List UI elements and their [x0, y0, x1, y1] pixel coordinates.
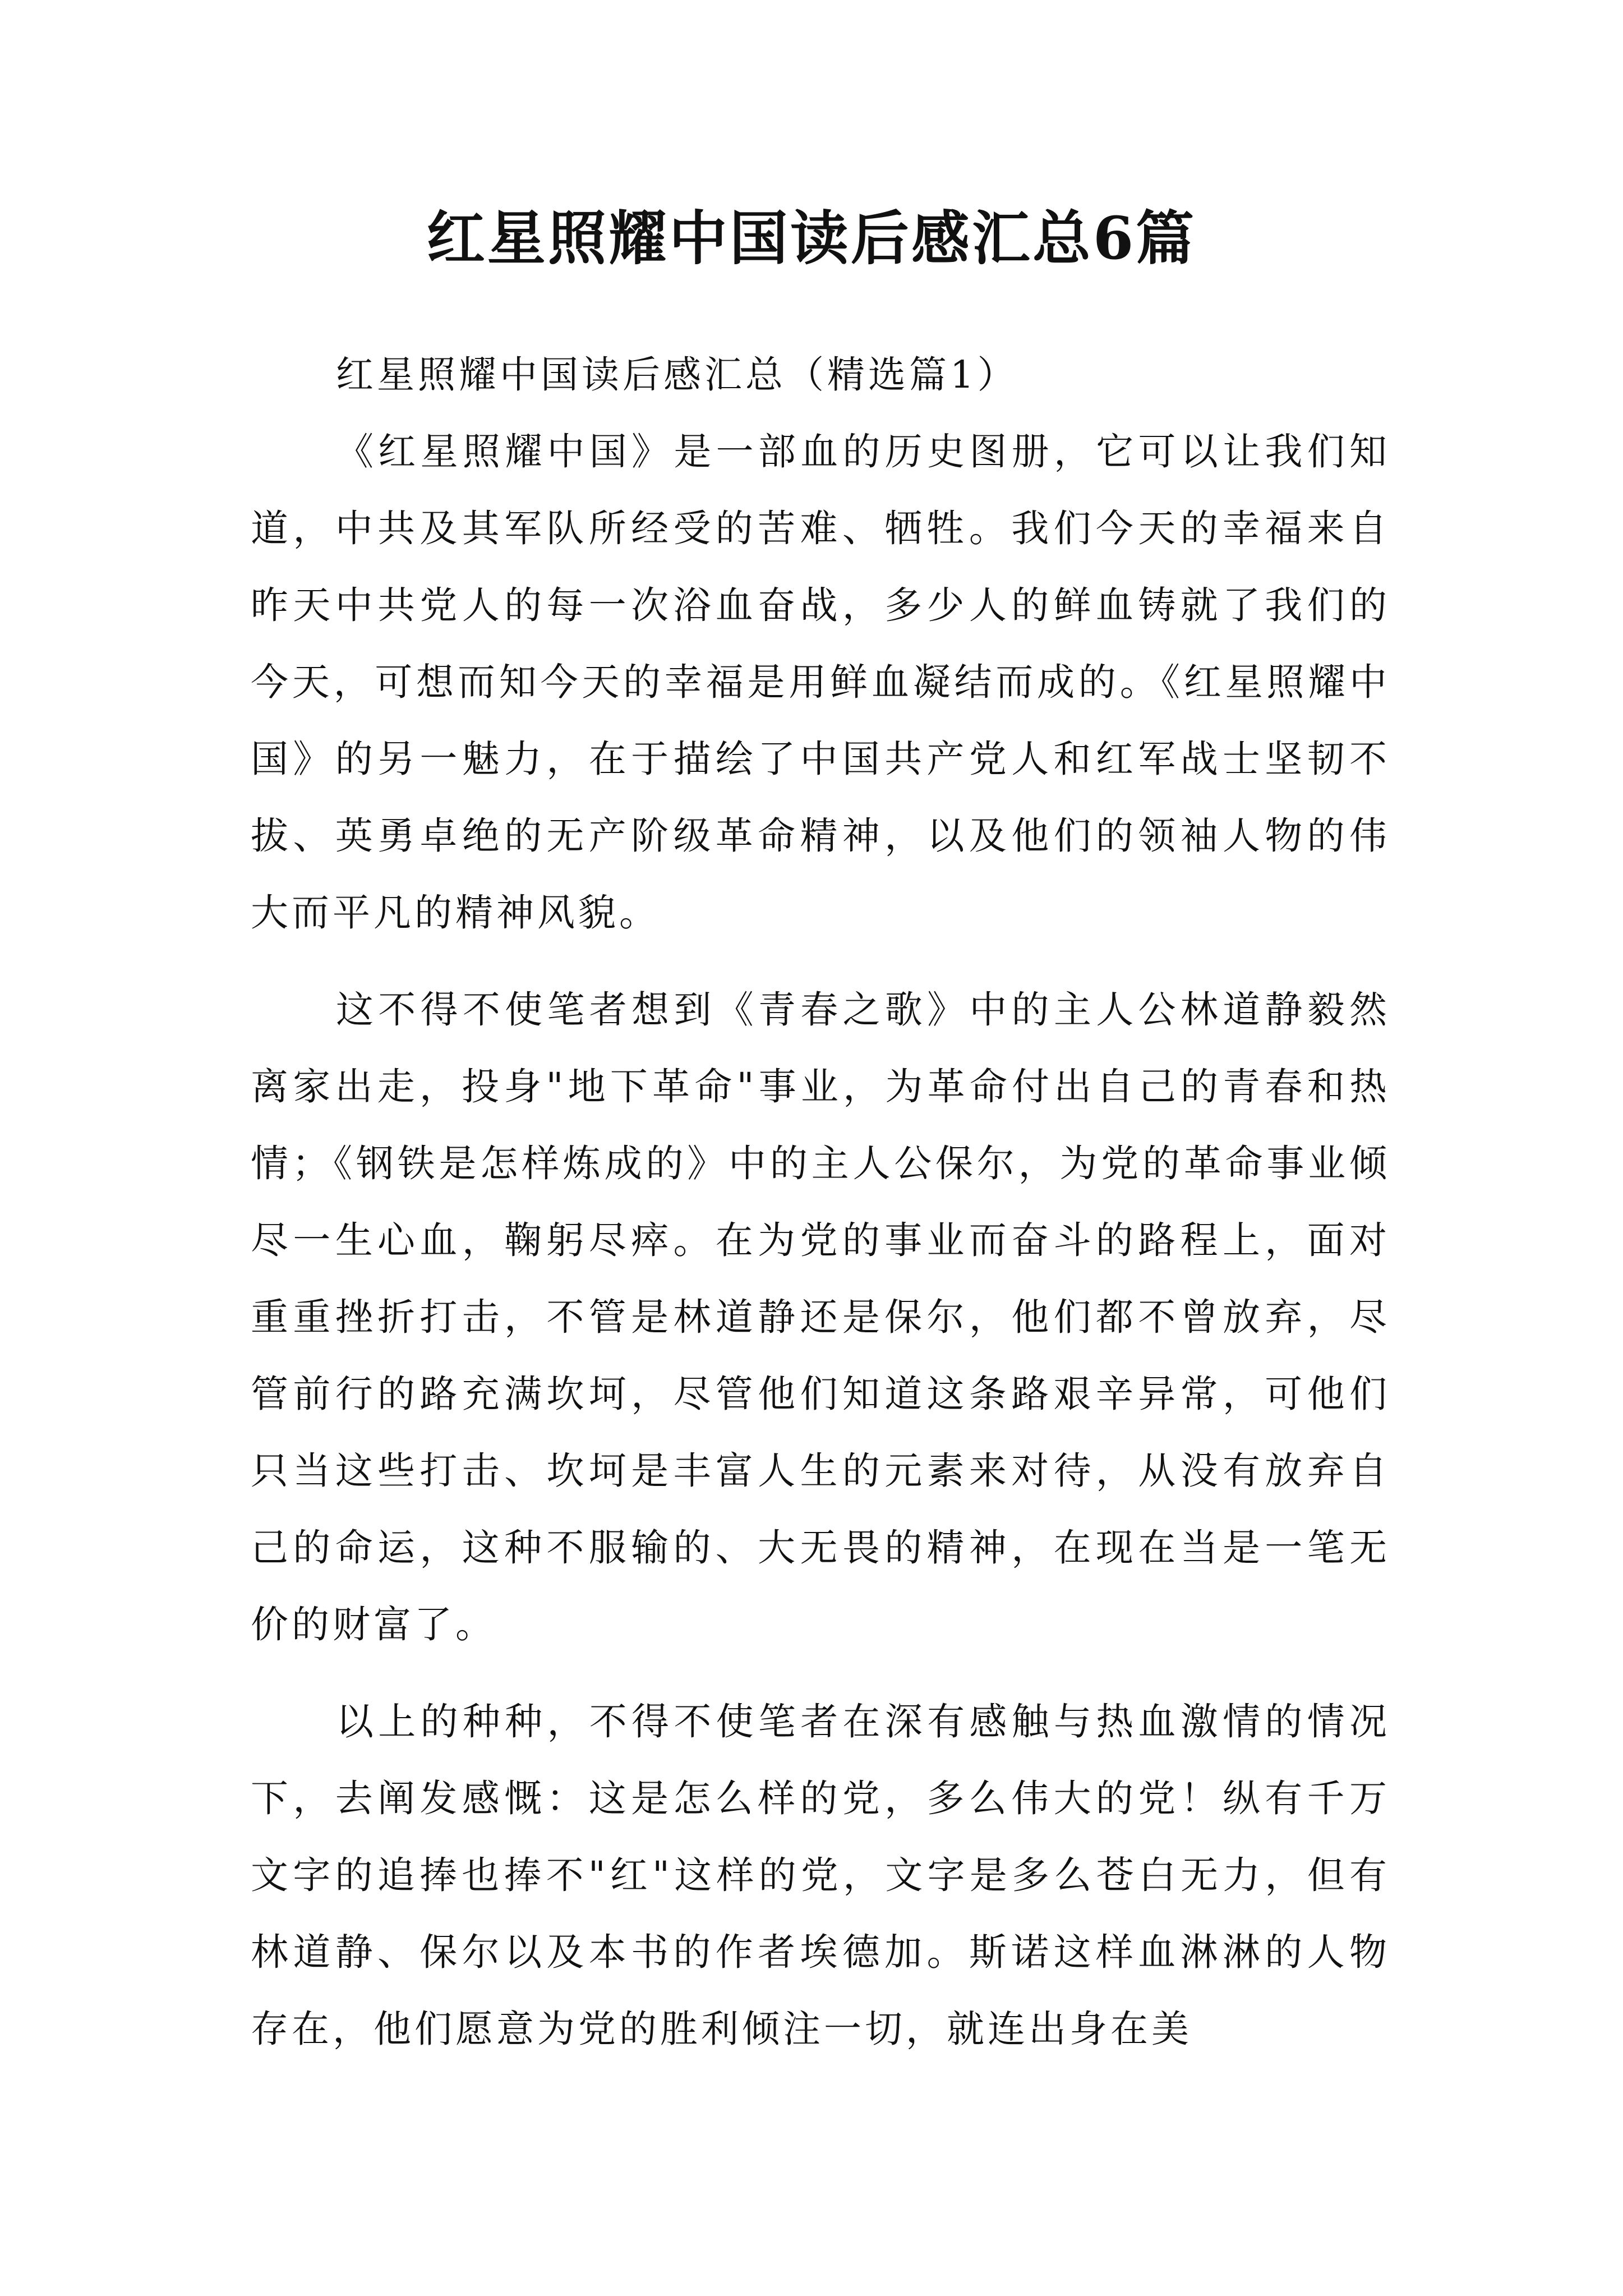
paragraph: 以上的种种，不得不使笔者在深有感触与热血激情的情况下，去阐发感慨：这是怎么样的党，多么伟大的党！纵有千万文字的追捧也捧不"红"这样的党，文字是多么苍白无力，但有林道静、保尔以及本书的作者埃德加。斯诺这样血淋淋的人物存在，他们愿意为党的胜利倾注一切，就连出身在美 — [251, 1700, 1390, 2051]
document-body — [251, 337, 1390, 2068]
paragraph: 《红星照耀中国》是一部血的历史图册，它可以让我们知道，中共及其军队所经受的苦难、牺牲。我们今天的幸福来自昨天中共党人的每一次浴血奋战，多少人的鲜血铸就了我们的今天，可想而知今天的幸福是用鲜血凝结而成的。《红星照耀中国》的另一魅力，在于描绘了中国共产党人和红军战士坚韧不拔、英勇卓绝的无产阶级革命精神，以及他们的领袖人物的伟大而平凡的精神风貌。 — [251, 430, 1390, 935]
paragraph: 这不得不使笔者想到《青春之歌》中的主人公林道静毅然离家出走，投身"地下革命"事业，为革命付出自己的青春和热情；《钢铁是怎样炼成的》中的主人公保尔，为党的革命事业倾尽一生心血，鞠躬尽瘁。在为党的事业而奋斗的路程上，面对重重挫折打击，不管是林道静还是保尔，他们都不曾放弃，尽管前行的路充满坎坷，尽管他们知道这条路艰辛异常，可他们只当这些打击、坎坷是丰富人生的元素来对待，从没有放弃自己的命运，这种不服输的、大无畏的精神，在现在当是一笔无价的财富了。 — [251, 988, 1390, 1646]
document-title: 红星照耀中国读后感汇总6篇 — [426, 204, 1197, 273]
section-heading: 红星照耀中国读后感汇总（精选篇1） — [336, 353, 1018, 397]
